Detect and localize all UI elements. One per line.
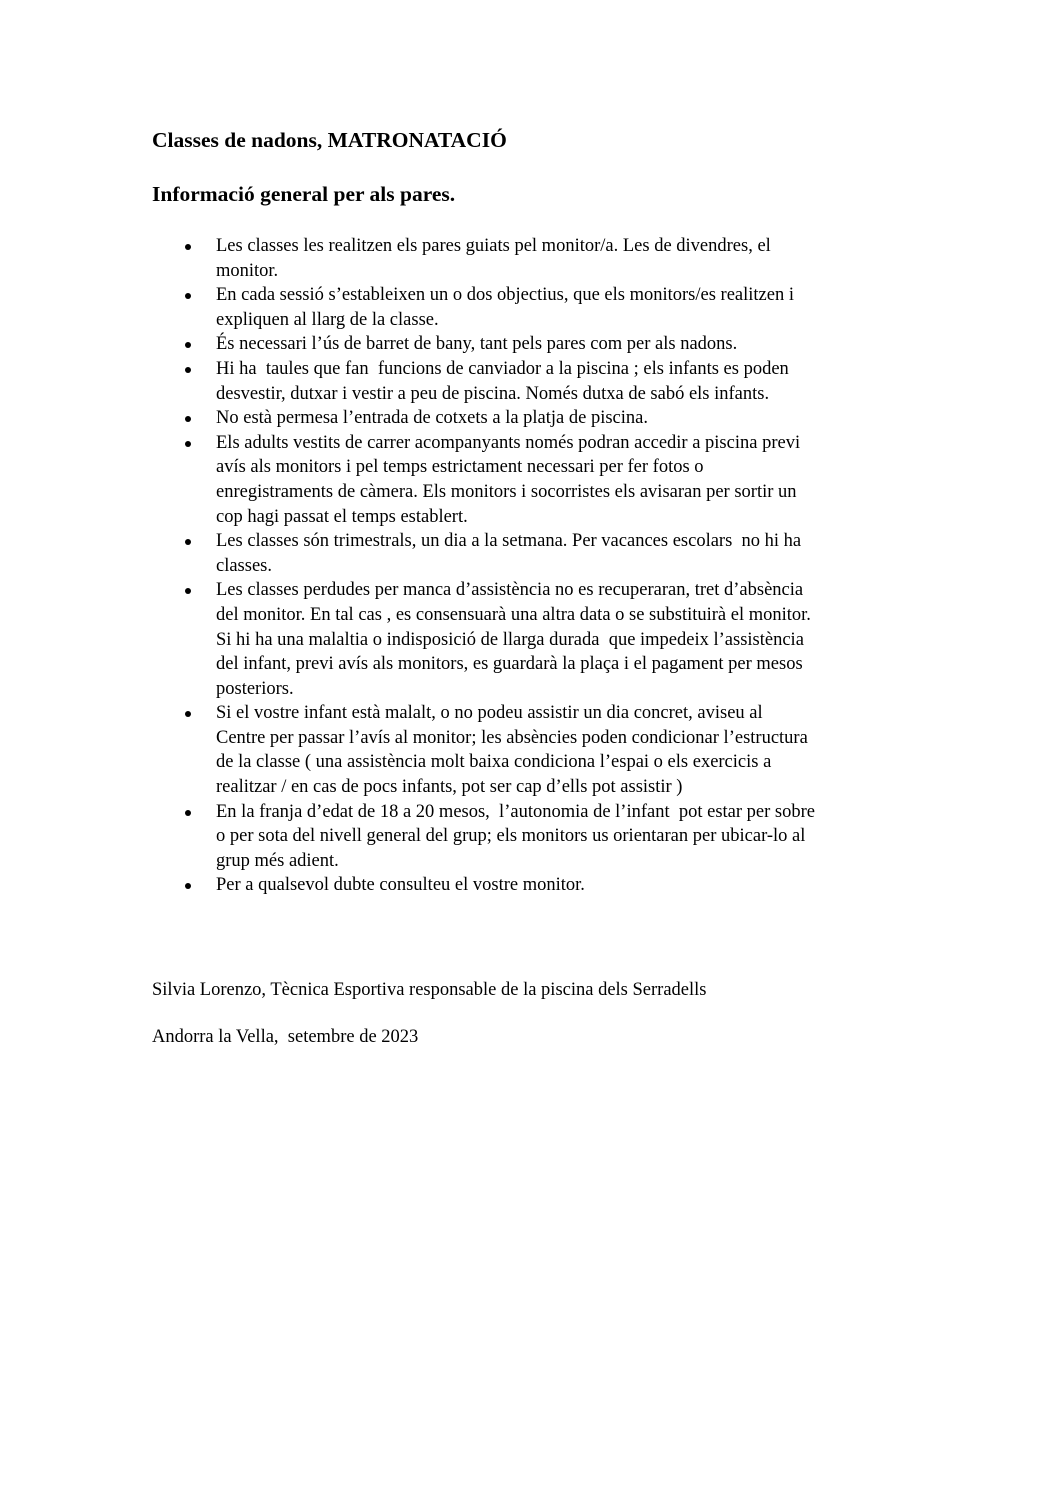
list-item bbox=[152, 578, 922, 701]
bullet-icon bbox=[185, 244, 191, 250]
list-item-text: Els adults vestits de carrer acompanyants només podran accedir a piscina previ avís als monitors i pel temps estrictament necessari per fer fotos o enregistraments de càmera. Els monitors i socorristes els avisaran per sortir un cop hagi passat el temps establert. bbox=[216, 432, 801, 527]
list-item-text: No està permesa l’entrada de cotxets a la platja de piscina. bbox=[216, 408, 648, 429]
info-list bbox=[152, 234, 922, 898]
list-item-text: Les classes perdudes per manca d’assistència no es recuperaran, tret d’absència del monitor. En tal cas , es consensuarà una altra data o se substituirà el monitor. Si hi ha una malaltia o indisposició de llarga durada que impedeix l’assistència del infant, previ avís als monitors, es guardarà la plaça i el pagament per mesos posteriors. bbox=[216, 580, 811, 699]
list-item-text: És necessari l’ús de barret de bany, tant pels pares com per als nadons. bbox=[216, 334, 738, 355]
list-item-text: Per a qualsevol dubte consulteu el vostre monitor. bbox=[216, 875, 585, 896]
list-item bbox=[152, 357, 922, 406]
document-page bbox=[152, 124, 922, 1049]
list-item bbox=[152, 800, 922, 874]
list-item-text: Si el vostre infant està malalt, o no podeu assistir un dia concret, aviseu al Centre per passar l’avís al monitor; les absències poden condicionar l’estructura de la classe ( una assistència molt baixa condiciona l’espai o els exercicis a realitzar / en cas de pocs infants, pot ser cap d’ells pot assistir ) bbox=[216, 703, 808, 798]
list-item bbox=[152, 283, 922, 332]
bullet-icon bbox=[185, 810, 191, 816]
document-subtitle: Informació general per als pares. bbox=[152, 182, 456, 206]
document-title: Classes de nadons, MATRONATACIÓ bbox=[152, 128, 507, 152]
bullet-icon bbox=[185, 883, 191, 889]
date-line: Andorra la Vella, setembre de 2023 bbox=[152, 1027, 419, 1048]
list-item bbox=[152, 332, 922, 357]
bullet-icon bbox=[185, 342, 191, 348]
list-item-text: En la franja d’edat de 18 a 20 mesos, l’autonomia de l’infant pot estar per sobre o per sota del nivell general del grup; els monitors us orientaran per ubicar-lo al grup més adient. bbox=[216, 801, 815, 871]
list-item bbox=[152, 431, 922, 529]
bullet-icon bbox=[185, 588, 191, 594]
list-item bbox=[152, 529, 922, 578]
bullet-icon bbox=[185, 539, 191, 545]
signature: Silvia Lorenzo, Tècnica Esportiva responsable de la piscina dels Serradells bbox=[152, 980, 707, 1001]
list-item bbox=[152, 873, 922, 898]
bullet-icon bbox=[185, 293, 191, 299]
list-item bbox=[152, 701, 922, 799]
list-item-text: Les classes les realitzen els pares guiats pel monitor/a. Les de divendres, el monitor. bbox=[216, 236, 771, 281]
list-item bbox=[152, 234, 922, 283]
bullet-icon bbox=[185, 367, 191, 373]
list-item-text: En cada sessió s’estableixen un o dos objectius, que els monitors/es realitzen i expliquen al llarg de la classe. bbox=[216, 285, 794, 330]
bullet-icon bbox=[185, 711, 191, 717]
bullet-icon bbox=[185, 441, 191, 447]
list-item bbox=[152, 406, 922, 431]
list-item-text: Les classes són trimestrals, un dia a la setmana. Per vacances escolars no hi ha classes. bbox=[216, 531, 802, 576]
bullet-icon bbox=[185, 416, 191, 422]
list-item-text: Hi ha taules que fan funcions de canviador a la piscina ; els infants es poden desvestir, dutxar i vestir a peu de piscina. Només dutxa de sabó els infants. bbox=[216, 358, 789, 404]
